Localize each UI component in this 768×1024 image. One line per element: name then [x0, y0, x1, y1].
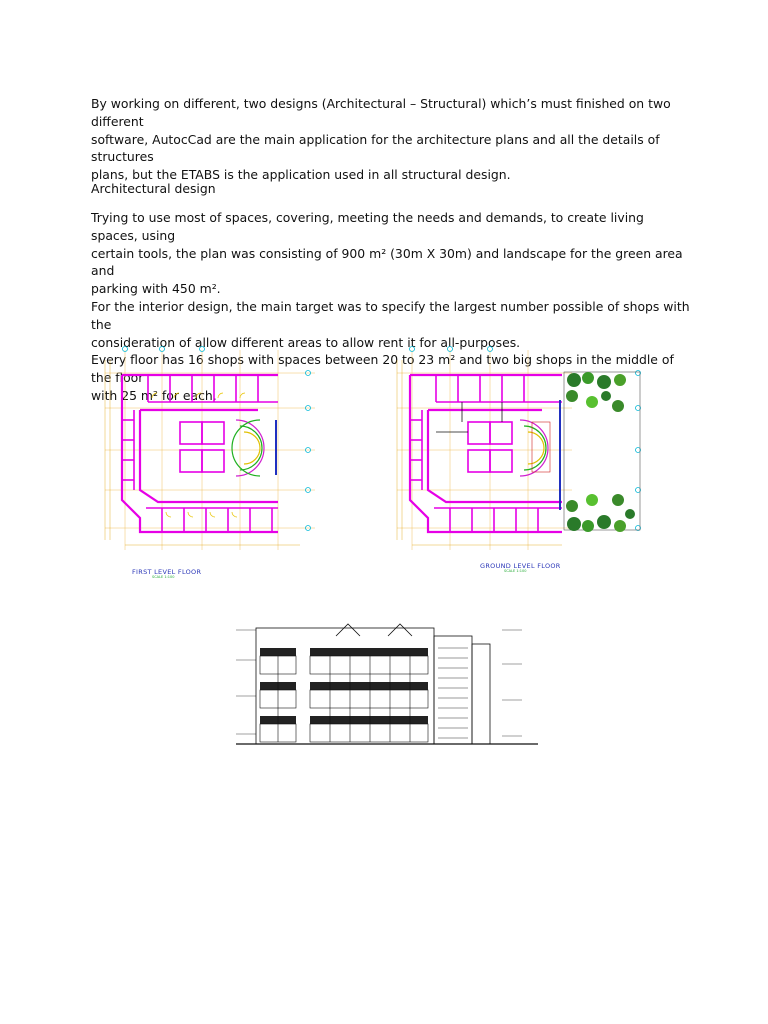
text-line: software, AutocCad are the main application for the architecture plans and all the details of structures	[91, 131, 660, 165]
text-line: certain tools, the plan was consisting of 900 m² (30m X 30m) and landscape for the green area and	[91, 245, 683, 279]
text-line: By working on different, two designs (Architectural – Structural) which’s must finished on two different	[91, 96, 671, 129]
window-rows	[260, 648, 428, 724]
window-frames	[260, 656, 428, 742]
landscape-trees	[566, 372, 635, 532]
text-line: plans, but the ETABS is the application used in all structural design.	[91, 167, 511, 183]
staircase	[232, 420, 264, 476]
text-line: parking with 450 m².	[91, 281, 221, 297]
stair-core-hatching	[438, 648, 468, 738]
shop-walls	[122, 375, 278, 532]
intro-paragraph	[91, 95, 691, 184]
text-line: For the interior design, the main target was to specify the largest number possible of shops with the	[91, 298, 690, 332]
scale-label: SCALE 1:100	[504, 569, 527, 573]
ground-floor-caption: GROUND LEVEL FLOOR	[480, 562, 561, 570]
first-floor-caption: FIRST LEVEL FLOOR	[132, 568, 202, 576]
ground-floor-plan-drawing	[392, 340, 644, 580]
staircase	[520, 420, 550, 476]
text-line: Every floor has 16 shops with spaces between 20 to 23 m² and two big shops in the middle of the floor	[91, 352, 674, 386]
shop-walls	[410, 375, 562, 532]
text-line: consideration of allow different areas to allow rent it for all-purposes.	[91, 334, 521, 350]
first-floor-plan-drawing	[100, 340, 328, 580]
text-line: Trying to use most of spaces, covering, meeting the needs and demands, to create living spaces, using	[91, 210, 644, 243]
black-lines	[436, 402, 502, 432]
text-line: with 25 m² for each.	[91, 387, 217, 403]
scale-label: SCALE 1:100	[152, 575, 175, 579]
building-elevation-drawing	[226, 608, 544, 750]
section-heading: Architectural design	[91, 181, 216, 196]
door-swings	[152, 393, 245, 517]
